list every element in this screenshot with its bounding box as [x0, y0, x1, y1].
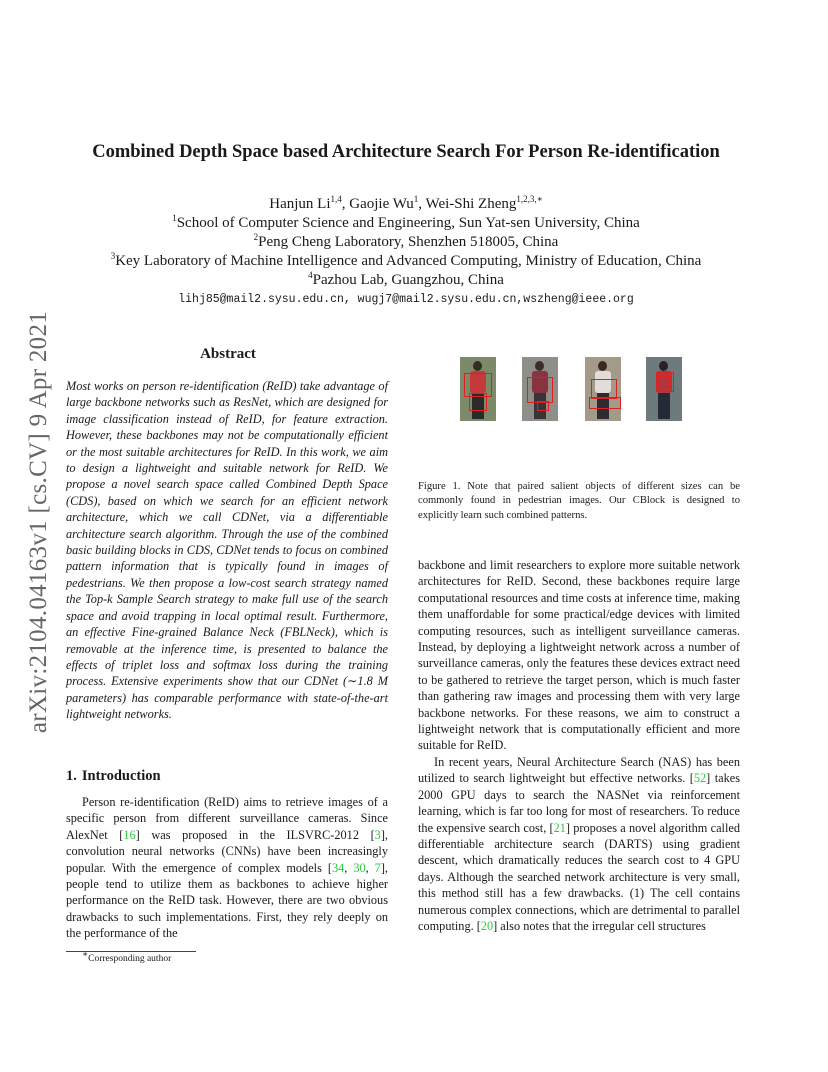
footnote-mark: ∗: [82, 949, 89, 959]
pedestrian-head: [473, 361, 482, 371]
author-affiliation-mark: 1,4: [330, 194, 342, 204]
citation-link[interactable]: 52: [693, 771, 707, 786]
salient-object-box: [659, 376, 671, 388]
abstract-heading: Abstract: [200, 346, 256, 362]
citation-link[interactable]: 21: [553, 820, 566, 835]
affiliation-mark: 3: [110, 251, 116, 261]
citation-link[interactable]: 20: [480, 918, 494, 933]
text-run: ] proposes a novel algorithm called differentiable architecture search (DARTS) using gradient descent, which dramatically reduces the search cost to 4 GPU days. Although the searched network architecture is very small, this method still has a few drawbacks. (1) The cell contains numerous complex connections, which are detrimental to parallel computing. [: [418, 820, 740, 933]
pedestrian-image-1: [460, 357, 496, 421]
salient-object-box: [591, 379, 617, 399]
citation-link[interactable]: 34: [331, 860, 345, 875]
text-run: Person re-identification (ReID) aims to retrieve images of a specific person from different surveillance cameras. Since AlexNet [: [66, 795, 388, 842]
author-affiliation-mark: 1,2,3,∗: [516, 194, 543, 204]
salient-object-box: [469, 393, 487, 411]
pedestrian-image-3: [585, 357, 621, 421]
affiliation-text: Key Laboratory of Machine Intelligence and Advanced Computing, Ministry of Education, China: [115, 253, 702, 269]
affiliation-mark: 1: [172, 213, 177, 223]
paragraph: backbone and limit researchers to explore more suitable network architectures for ReID. Second, these backbones require large computational resources and time costs at inference time, making them unaffordable for some practical/edge devices with limited computing resources, such as intelligent surveillance cameras. Instead, by deploying a lightweight network across a number of surveillance cameras, only the features these devices extract need to be gathered to retrieve the target person, which is much faster than gathering raw images and processing them with very large backbone networks. For these reasons, we aim to construct a lightweight network that is computationally efficient and more suitable for ReID.: [418, 558, 741, 753]
text-run: In recent years, Neural Architecture Search (NAS) has been utilized to search lightweight but effective networks. [: [418, 754, 740, 786]
author-name: Gaojie Wu: [349, 196, 414, 212]
paragraph: [418, 754, 740, 934]
section-title: Introduction: [81, 768, 161, 784]
pedestrian-head: [535, 361, 544, 371]
affiliation-mark: 4: [308, 270, 313, 280]
paper-title: Combined Depth Space based Architecture Search For Person Re-identification: [92, 142, 720, 162]
text-run: ,: [365, 860, 375, 875]
citation-link[interactable]: 3: [374, 827, 381, 842]
arxiv-sidebar: [22, 287, 56, 757]
arxiv-id: arXiv:2104.04163v1 [cs.CV] 9 Apr 2021: [25, 310, 53, 734]
footnote: [82, 949, 172, 965]
pedestrian-head: [659, 361, 668, 371]
figure-caption: Figure 1. Note that paired salient objects of different sizes can be commonly found in pedestrian images. Our CBlock is designed to explicitly learn such combined patterns.: [418, 481, 740, 521]
affiliation: [60, 233, 752, 252]
affiliation-text: Pazhou Lab, Guangzhou, China: [312, 272, 504, 288]
right-column-text: [418, 557, 740, 934]
pedestrian-image-4: [646, 357, 682, 421]
affiliation-text: Peng Cheng Laboratory, Shenzhen 518005, China: [258, 234, 559, 250]
pedestrian-head: [598, 361, 607, 371]
abstract-text: Most works on person re-identification (ReID) take advantage of large backbone networks such as ResNet, which are designed for image classification instead of ReID, for feature extraction. However, these backbones may not be computationally efficient or the most suitable architectures for ReID. In this work, we aim to design a lightweight and suitable network for ReID. We propose a novel search space called Combined Depth Space (CDS), based on which we search for an efficient network architecture, which we call CDNet, via a differentiable architecture search algorithm. Through the use of the combined basic building blocks in CDS, CDNet tends to focus on combined pattern information that is typically found in images of pedestrians. We then propose a low-cost search strategy named the Top-k Sample Search strategy to make full use of the search space and avoid trapping in local optimal result. Furthermore, an effective Fine-grained Balance Neck (FBLNeck), which is removable at the inference time, is presented to balance the effects of triplet loss and softmax loss during the training process. Extensive experiments show that our CDNet (∼1.8 M parameters) has comparable performance with state-of-the-art lightweight networks.: [66, 379, 388, 722]
author-affiliation-mark: 1: [413, 194, 419, 204]
salient-object-box: [537, 401, 549, 411]
affiliation: [60, 252, 752, 271]
affiliation-mark: 2: [253, 232, 259, 242]
text-run: ] was proposed in the ILSVRC-2012 [: [135, 827, 375, 842]
text-run: ] takes 2000 GPU days to search the NASNet via reinforcement learning, which is far too long for most of researchers. To reduce the expensive search cost, [: [418, 771, 740, 835]
salient-object-box: [527, 377, 553, 403]
affiliation: [60, 214, 752, 233]
pedestrian-legs: [658, 393, 670, 419]
author-name: Wei-Shi Zheng: [425, 196, 517, 212]
figure-1: [458, 357, 684, 449]
section-number: 1.: [66, 768, 77, 784]
affiliation-text: School of Computer Science and Engineering, Sun Yat-sen University, China: [176, 215, 640, 231]
citation-link[interactable]: 7: [374, 860, 381, 875]
introduction-paragraph: [66, 794, 388, 942]
citation-link[interactable]: 30: [353, 860, 366, 875]
author-list: Hanjun Li$^{1,4}$, Gaojie Wu$^1$, Wei-Shi Zheng$^{1,2,3,∗}$: [269, 194, 543, 212]
author-emails: lihj85@mail2.sysu.edu.cn, wugj7@mail2.sysu.edu.cn,wszheng@ieee.org: [178, 293, 634, 306]
affiliation: [60, 271, 752, 290]
text-run: ], convolution neural networks (CNNs) have been increasingly popular. With the emergence of complex models [: [66, 827, 388, 875]
text-run: ], people tend to utilize them as backbones to achieve higher performance on the ReID task. However, there are two obvious drawbacks to such implementations. First, they rely deeply on the performance of the: [66, 860, 388, 941]
footnote-text: Corresponding author: [88, 954, 172, 965]
pedestrian-image-2: [522, 357, 558, 421]
section-heading-introduction: [66, 768, 161, 785]
salient-object-box: [589, 397, 621, 409]
text-run: ] also notes that the irregular cell structures: [493, 918, 706, 933]
text-run: ,: [344, 860, 354, 875]
citation-link[interactable]: 16: [123, 827, 136, 842]
author-name: Hanjun Li: [269, 196, 331, 212]
